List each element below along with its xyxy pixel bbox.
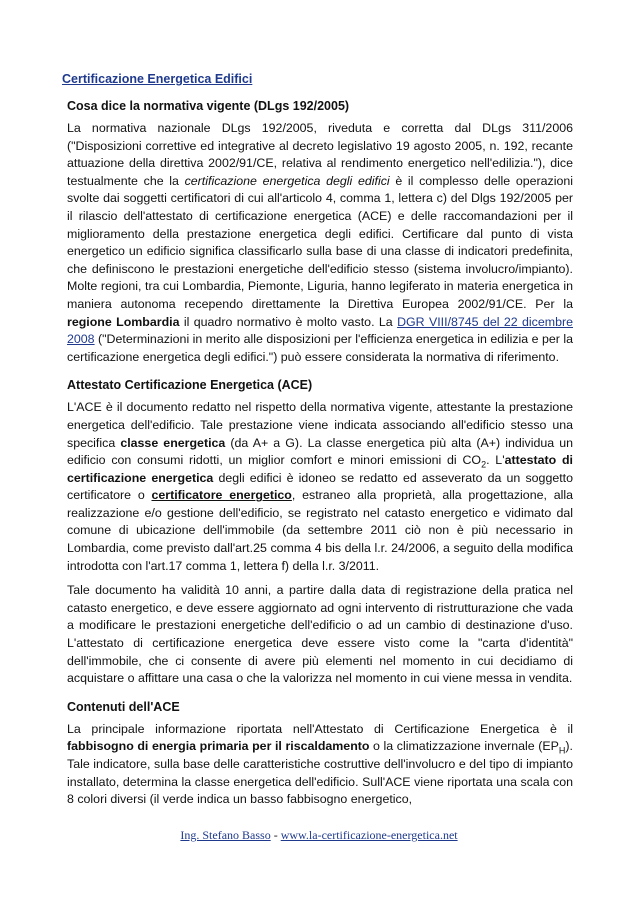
footer-separator: - xyxy=(270,828,281,842)
section-heading-normativa: Cosa dice la normativa vigente (DLgs 192/2005) xyxy=(67,99,350,113)
paragraph-attestato-2: Tale documento ha validità 10 anni, a partire dalla data di registrazione della pratica nel catasto energetico, e deve essere aggiornato ad ogni intervento di ristrutturazione che vada a modificare le prestazioni energetiche dell'edificio o ad un cambio di destinazione d'uso. L'attestato di certificazione energetica deve essere visto come la "carta d'identità" dell'immobile, che ci consente di avere più elementi nel momento in cui decidiamo di acquistare o affittare una casa o che la valorizza nel momento in cui viene messa in vendita. xyxy=(67,583,573,686)
paragraph-attestato-1 xyxy=(67,399,573,575)
section-contenuti xyxy=(67,699,573,809)
section-normativa xyxy=(67,98,573,366)
text-run: o la climatizzazione invernale (EP xyxy=(369,739,559,754)
certificatore-link[interactable]: certificatore energetico xyxy=(151,488,292,503)
bold-text: classe energetica xyxy=(120,435,226,450)
section-heading-contenuti: Contenuti dell'ACE xyxy=(67,699,180,714)
subscript-text: 2 xyxy=(481,459,487,470)
section-heading-attestato: Attestato Certificazione Energetica (ACE) xyxy=(67,378,313,393)
paragraph-contenuti xyxy=(67,721,573,809)
dgr-link[interactable]: DGR VIII/8745 del 22 dicembre 2008 xyxy=(67,314,573,347)
italic-text: certificazione energetica degli edifici xyxy=(184,173,390,188)
document-title: Certificazione Energetica Edifici xyxy=(62,72,253,86)
text-run: La normativa nazionale DLgs 192/2005, riveduta e corretta dal DLgs 311/2006 ("Disposizioni correttive ed integrative al decreto legislativo 19 agosto 2005, n. 192, recante attuazione della direttiva 2002/91/CE, relativa al rendimento energetico nell'edilizia."), dice testualmente che la xyxy=(67,121,573,188)
text-run: L'ACE è il documento redatto nel rispetto della normativa vigente, attestante la prestazione energetica dell'edificio. Tale prestazione viene indicata associando all'edificio stesso una specifica xyxy=(67,400,573,450)
text-run: (da A+ a G). La classe energetica più alta (A+) individua un edificio con consumi ridotti, un miglior comfort e minori emissioni di CO xyxy=(67,435,574,468)
text-run: , estraneo alla proprietà, alla progettazione, alla realizzazione e/o gestione dell'edificio, se registrato nel catasto energetico e vidimato dal comune di ubicazione dell'immobile (da settembre 2011 ciò non è più necessario in Lombardia, come previsto dall'art.25 comma 4 bis della l.r. 24/2006, a seguito della modifica introdotta con l'art.17 comma 1, lettera f) della l.r. 3/2011. xyxy=(67,488,573,573)
text-run: ). Tale indicatore, sulla base delle caratteristiche costruttive dell'involucro e del tipo di impianto installato, determina la classe energetica dell'edificio. Sull'ACE viene riportata una scala con 8 colori diversi (il verde indica un basso fabbisogno energetico, xyxy=(67,739,573,807)
bold-text: regione Lombardia xyxy=(67,314,180,329)
section-attestato xyxy=(67,377,573,688)
text-run: La principale informazione riportata nell'Attestato di Certificazione Energetica è il xyxy=(67,721,573,736)
text-run: . L' xyxy=(486,453,505,468)
paragraph-normativa xyxy=(67,120,573,366)
text-run: il quadro normativo è molto vasto. La xyxy=(179,314,398,329)
text-run: è il complesso delle operazioni svolte dai soggetti certificatori di cui all'articolo 4, comma 1, lettera c) del Dlgs 192/2005 per il rilascio dell'attestato di certificazione energetica (ACE) e delle raccomandazioni per il miglioramento della prestazione energetica degli edifici. Certificare dal punto di vista energetico un edificio significa classificarlo sulla base di una classe di indicatori predefinita, che definiscono le prestazioni energetiche dell'edificio stesso (sistema involucro/impianto). Molte regioni, tra cui Lombardia, Piemonte, Liguria, hanno legiferato in materia energetica in maniera autonoma recependo direttamente la Direttiva Europea 2002/91/CE. Per la xyxy=(67,173,574,311)
text-run: degli edifici è idoneo se redatto ed asseverato da un soggetto certificatore o xyxy=(67,470,573,503)
text-run: ("Determinazioni in merito alle disposizioni per l'efficienza energetica in edilizia e per la certificazione energetica degli edifici.") può essere considerata la normativa di riferimento. xyxy=(67,332,573,364)
author-link[interactable]: Ing. Stefano Basso xyxy=(180,828,271,842)
website-link[interactable]: www.la-certificazione-energetica.net xyxy=(280,828,458,842)
subscript-text: H xyxy=(558,745,566,756)
document-body xyxy=(67,98,573,820)
page-footer xyxy=(0,828,638,843)
bold-text: attestato di certificazione energetica xyxy=(67,453,573,485)
bold-text: fabbisogno di energia primaria per il riscaldamento xyxy=(67,739,370,754)
